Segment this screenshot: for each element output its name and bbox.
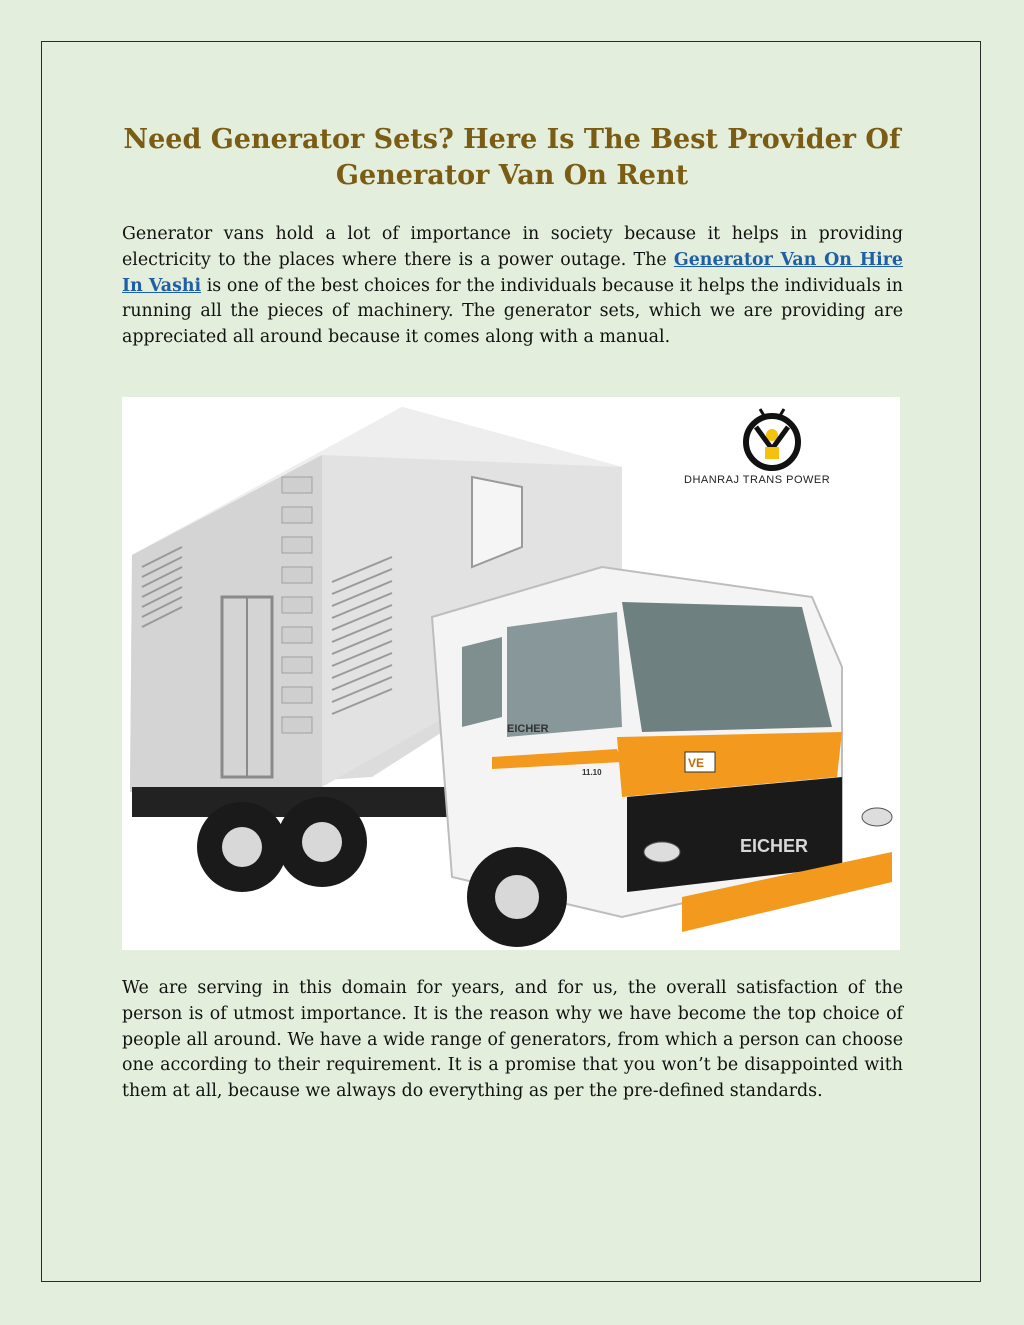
grille-brand-text: EICHER: [740, 836, 809, 856]
page-title: Need Generator Sets? Here Is The Best Provider Of Generator Van On Rent: [123, 124, 901, 191]
intro-text-start: Generator vans hold a lot of importance in society because it helps in providing electricity to the places where there is a power outage. The: [122, 224, 903, 270]
brand-logo: [684, 409, 830, 486]
truck-illustration: [122, 397, 900, 950]
model-text: 11.10: [582, 768, 602, 777]
closing-paragraph: We are serving in this domain for years, and for us, the overall satisfaction of the person is of utmost importance. It is the reason why we have become the top choice of people all around. We have a wide range of generators, from which a person can choose one according to their requirement. It is a promise that you won’t be disappointed with them at all, because we always do everything as per the pre-defined standards.: [122, 978, 903, 1102]
intro-paragraph: [122, 222, 903, 351]
cab-brand-text: EICHER: [507, 723, 549, 735]
front-badge-text: VE: [688, 756, 705, 770]
page-frame: [41, 41, 981, 1282]
brand-name-text: DHANRAJ TRANS POWER: [684, 474, 831, 486]
generator-van-photo: [122, 397, 900, 950]
intro-text-end: is one of the best choices for the individuals because it helps the individuals in running all the pieces of machinery. The generator sets, which we are providing are appreciated all around because it comes along with a manual.: [122, 275, 903, 348]
generator-van-link[interactable]: Generator Van On Hire In Vashi: [122, 249, 903, 296]
